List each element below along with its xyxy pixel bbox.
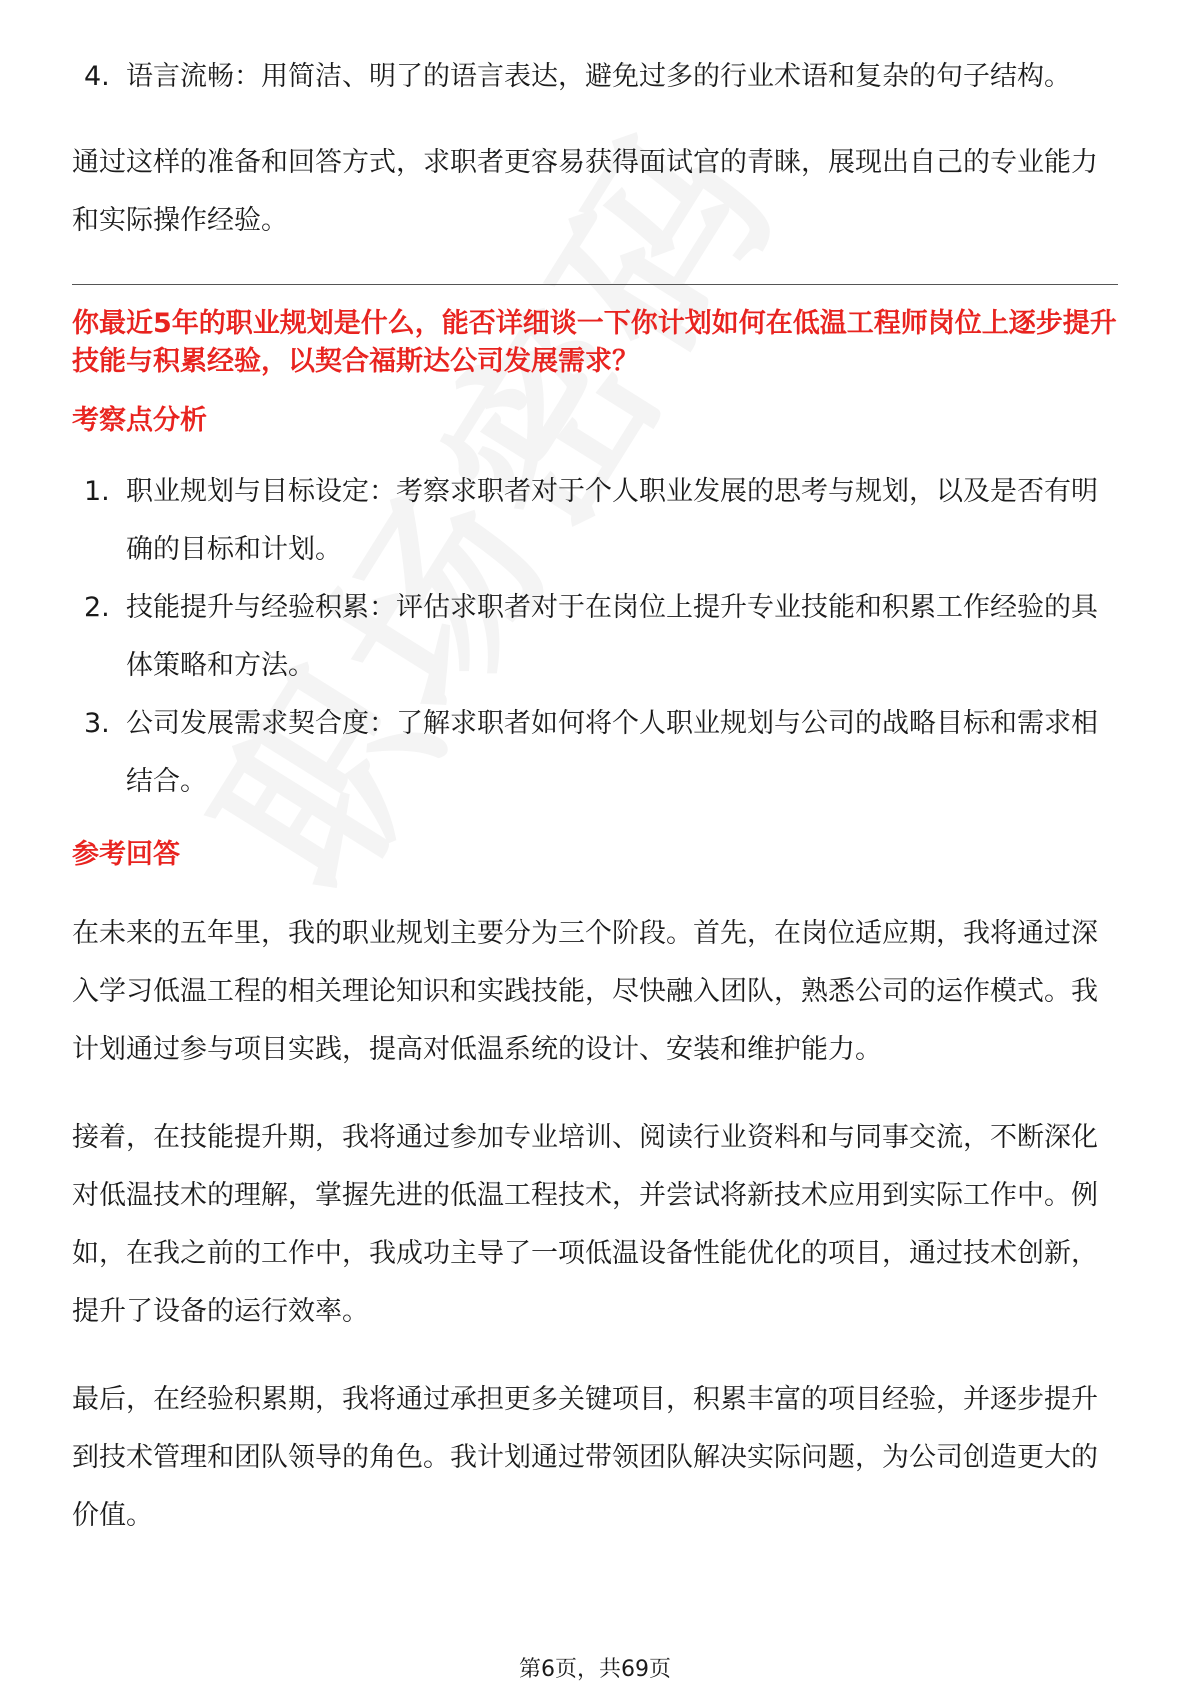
list-number: 2. bbox=[84, 592, 110, 623]
list-text: 技能提升与经验积累：评估求职者对于在岗位上提升专业技能和积累工作经验的具体策略和方法。 bbox=[126, 592, 1098, 681]
page-footer: 第6页，共69页 bbox=[519, 1657, 671, 1682]
analysis-heading: 考察点分析 bbox=[72, 405, 207, 436]
section-divider bbox=[72, 284, 1118, 285]
list-item bbox=[72, 695, 1118, 811]
interview-question: 你最近5年的职业规划是什么，能否详细谈一下你计划如何在低温工程师岗位上逐步提升技能与积累经验，以契合福斯达公司发展需求？ bbox=[72, 308, 1117, 377]
intro-conclusion-paragraph: 通过这样的准备和回答方式，求职者更容易获得面试官的青睐，展现出自己的专业能力和实际操作经验。 bbox=[72, 147, 1098, 236]
list-text: 职业规划与目标设定：考察求职者对于个人职业发展的思考与规划，以及是否有明确的目标和计划。 bbox=[126, 476, 1098, 565]
answer-paragraph: 最后，在经验积累期，我将通过承担更多关键项目，积累丰富的项目经验，并逐步提升到技术管理和团队领导的角色。我计划通过带领团队解决实际问题，为公司创造更大的价值。 bbox=[72, 1384, 1098, 1531]
list-text: 语言流畅：用简洁、明了的语言表达，避免过多的行业术语和复杂的句子结构。 bbox=[126, 61, 1071, 92]
document-page bbox=[72, 0, 1118, 1684]
list-item bbox=[72, 579, 1118, 695]
list-number: 1. bbox=[84, 476, 110, 507]
answer-paragraph: 接着，在技能提升期，我将通过参加专业培训、阅读行业资料和与同事交流，不断深化对低温技术的理解，掌握先进的低温工程技术，并尝试将新技术应用到实际工作中。例如，在我之前的工作中，我成功主导了一项低温设备性能优化的项目，通过技术创新，提升了设备的运行效率。 bbox=[72, 1122, 1098, 1327]
list-item bbox=[72, 463, 1118, 579]
list-text: 公司发展需求契合度：了解求职者如何将个人职业规划与公司的战略目标和需求相结合。 bbox=[126, 708, 1098, 797]
list-number: 3. bbox=[84, 708, 110, 739]
list-number: 4. bbox=[84, 61, 110, 92]
list-item bbox=[72, 48, 1118, 106]
answer-heading: 参考回答 bbox=[72, 839, 180, 870]
answer-paragraph: 在未来的五年里，我的职业规划主要分为三个阶段。首先，在岗位适应期，我将通过深入学习低温工程的相关理论知识和实践技能，尽快融入团队，熟悉公司的运作模式。我计划通过参与项目实践，提高对低温系统的设计、安装和维护能力。 bbox=[72, 918, 1098, 1065]
